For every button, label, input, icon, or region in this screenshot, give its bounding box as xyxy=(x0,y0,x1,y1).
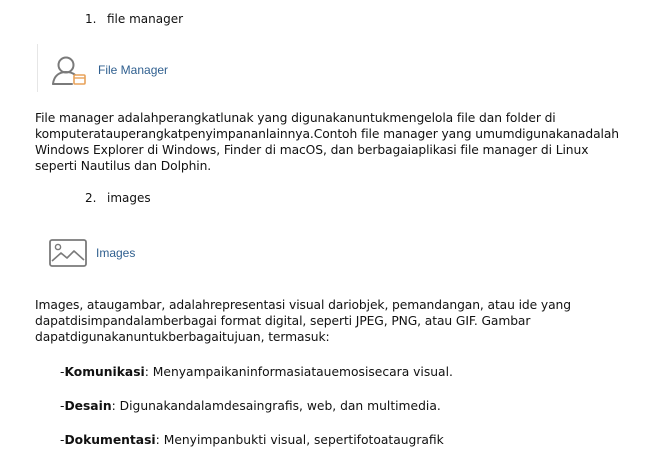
list-number-1: 1. xyxy=(85,12,97,26)
paragraph-line: Windows Explorer di Windows, Finder di macOS, dan berbagaiaplikasi file manager di Linux xyxy=(35,143,589,157)
heading-images: images xyxy=(107,191,151,205)
paragraph-line: dapatdigunakanuntukberbagaitujuan, termasuk: xyxy=(35,330,330,344)
bullet-prefix: - xyxy=(60,365,65,379)
bullet-text: : Menyimpanbukti visual, sepertifotoataugrafik xyxy=(155,433,444,447)
paragraph-line: dapatdisimpandalamberbagai format digital, seperti JPEG, PNG, atau GIF. Gambar xyxy=(35,314,531,328)
paragraph-line: seperti Nautilus dan Dolphin. xyxy=(35,159,212,173)
icon-divider xyxy=(37,44,38,92)
bullet-text: : Menyampaikaninformasiatauemosisecara visual. xyxy=(144,365,453,379)
bullet-desain xyxy=(60,399,441,413)
bullet-term: Komunikasi xyxy=(64,365,145,379)
bullet-prefix: - xyxy=(60,399,65,413)
heading-file-manager: file manager xyxy=(107,12,184,26)
file-manager-icon xyxy=(50,54,90,88)
bullet-prefix: - xyxy=(60,433,65,447)
list-number-2: 2. xyxy=(85,191,97,205)
file-manager-icon-label: File Manager xyxy=(98,63,169,77)
image-icon xyxy=(49,239,87,267)
images-icon-label: Images xyxy=(96,246,136,260)
file-manager-paragraph xyxy=(35,110,619,174)
paragraph-line: File manager adalahperangkatlunak yang digunakanuntukmengelola file dan folder di xyxy=(35,111,556,125)
bullet-term: Dokumentasi xyxy=(64,433,156,447)
bullet-text: : Digunakandalamdesaingrafis, web, dan multimedia. xyxy=(111,399,441,413)
paragraph-line: komputeratauperangkatpenyimpananlainnya.Contoh file manager yang umumdigunakanadalah xyxy=(35,127,619,141)
bullet-dokumentasi xyxy=(60,433,444,447)
images-paragraph xyxy=(35,297,571,345)
bullet-term: Desain xyxy=(64,399,112,413)
paragraph-line: Images, ataugambar, adalahrepresentasi visual dariobjek, pemandangan, atau ide yang xyxy=(35,298,571,312)
bullet-komunikasi xyxy=(60,365,453,379)
